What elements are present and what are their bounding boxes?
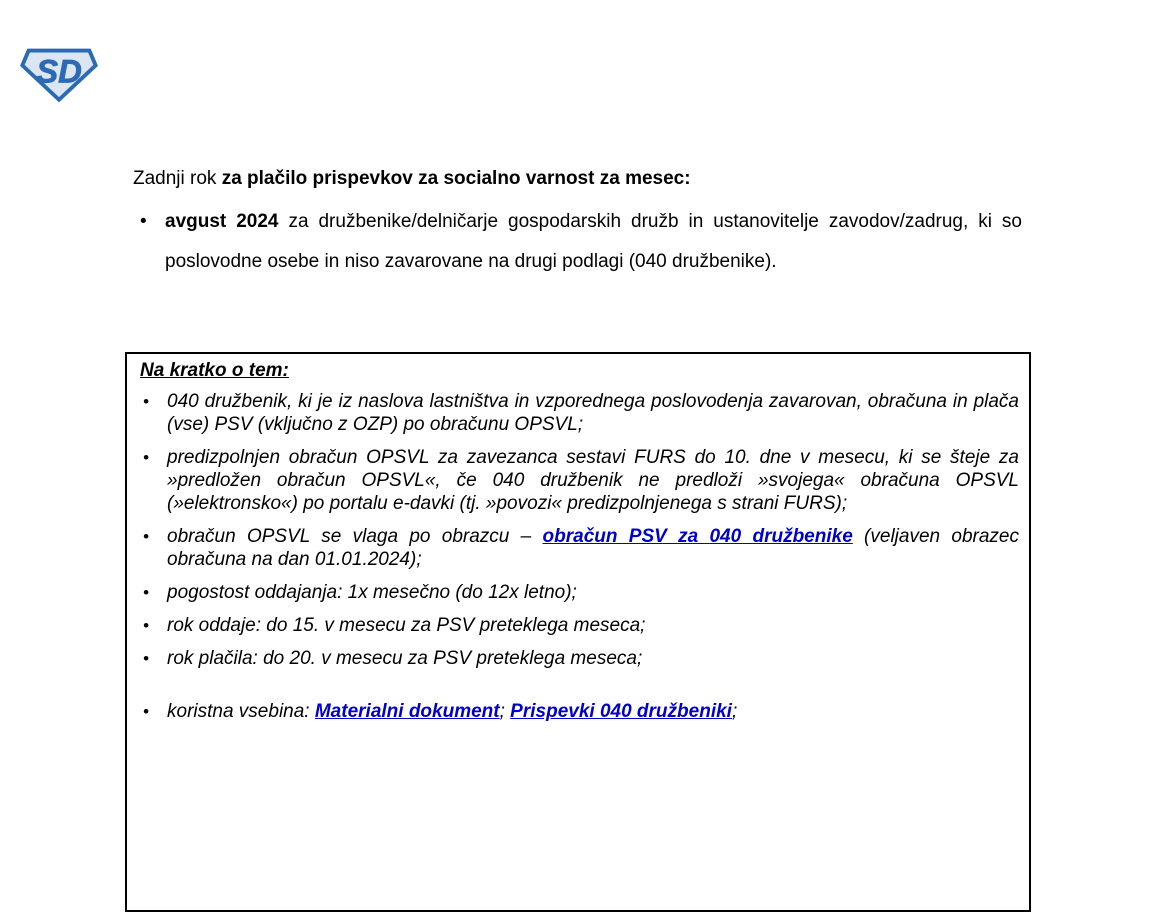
list-item-text: (veljaven obrazec obračuna na dan 01.01.2024); (167, 526, 1019, 570)
link-obracun-psv-040[interactable]: obračun PSV za 040 družbenike (542, 526, 853, 547)
list-item-text: rok plačila: do 20. v mesecu za PSV preteklega meseca; (167, 648, 643, 669)
box-list (140, 390, 1019, 723)
list-item-text: obračun OPSVL se vlaga po obrazcu – (167, 526, 543, 547)
box-heading: Na kratko o tem: (140, 360, 289, 381)
info-box (125, 352, 1031, 912)
list-item (140, 446, 1019, 515)
logo-letters: SD (36, 52, 82, 90)
list-item (140, 581, 1019, 604)
link-prispevki-040-druzbeniki[interactable]: Prispevki 040 družbeniki (510, 701, 732, 722)
bullet-icon: • (143, 527, 149, 546)
intro-bullet-bold: avgust 2024 (165, 211, 279, 232)
bullet-icon: • (143, 616, 149, 635)
list-item (140, 614, 1019, 637)
bullet-icon: • (143, 448, 149, 467)
intro-heading (133, 166, 1023, 191)
intro-heading-bold: za plačilo prispevkov za socialno varnost za mesec: (221, 168, 691, 189)
link-materialni-dokument[interactable]: Materialni dokument (314, 701, 500, 722)
intro-bullet-item (133, 202, 1022, 282)
list-item (140, 525, 1019, 571)
intro-bullet-text: za družbenike/delničarje gospodarskih družb in ustanovitelje zavodov/zadrug, ki so poslovodne osebe in niso zavarovane na drugi podlagi (040 družbenike). (165, 211, 1022, 272)
sd-shield-logo-icon (20, 45, 98, 103)
list-item (140, 700, 1019, 723)
list-item-text: ; (731, 701, 738, 722)
list-item-text: 040 družbenik, ki je iz naslova lastništva in vzporednega poslovodenja zavarovan, obračuna in plača (vse) PSV (vključno z OZP) po obračunu OPSVL; (167, 391, 1019, 435)
list-item-text: pogostost oddajanja: 1x mesečno (do 12x letno); (167, 582, 577, 603)
list-item (140, 647, 1019, 670)
bullet-icon: • (143, 649, 149, 668)
list-item-text: predizpolnjen obračun OPSVL za zavezanca sestavi FURS do 10. dne v mesecu, ki se šteje za »predložen obračun OPSVL«, če 040 družbenik ne predloži »svojega« obračuna OPSVL (»elektronsko«) po portalu e-davki (tj. »povozi« predizpolnjenega s strani FURS); (167, 447, 1019, 514)
list-item (140, 390, 1019, 436)
list-item-text: ; (499, 701, 511, 722)
list-item-text: koristna vsebina: (167, 701, 315, 722)
intro-list (133, 202, 1022, 282)
intro-heading-regular: Zadnji rok (133, 168, 222, 189)
bullet-icon: • (140, 211, 147, 232)
bullet-icon: • (143, 392, 149, 411)
list-item-text: rok oddaje: do 15. v mesecu za PSV preteklega meseca; (167, 615, 646, 636)
bullet-icon: • (143, 583, 149, 602)
bullet-icon: • (143, 702, 149, 721)
